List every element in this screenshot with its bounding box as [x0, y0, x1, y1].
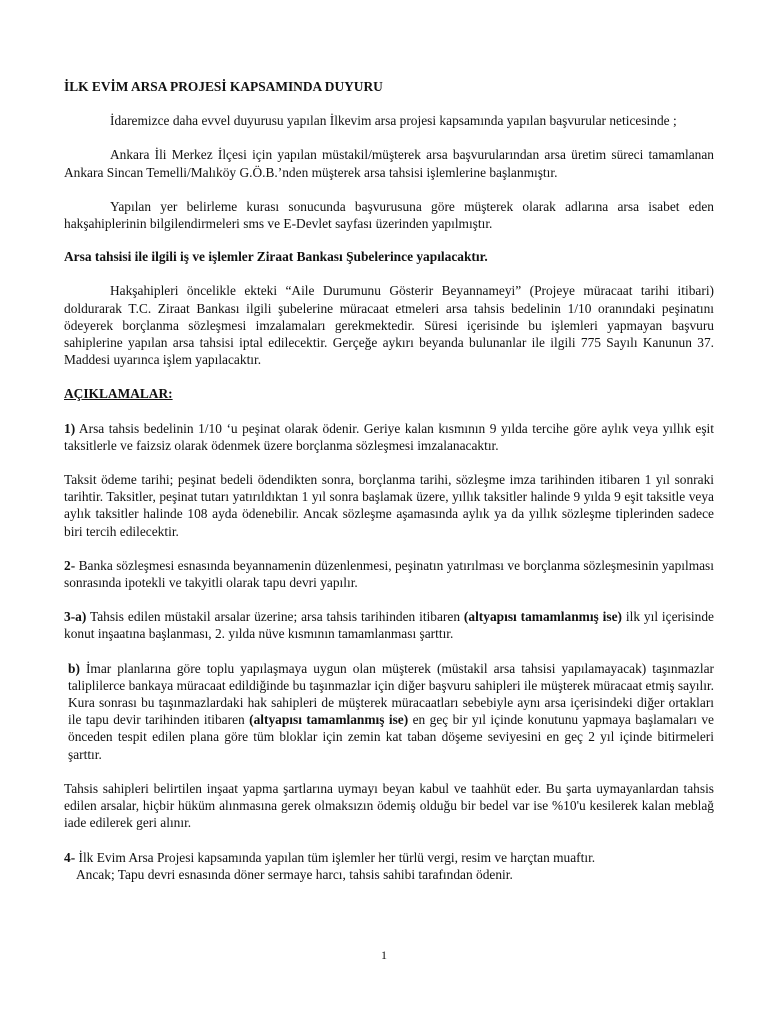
item-3a-emphasis: (altyapısı tamamlanmış ise): [463, 609, 622, 625]
item-3b: [64, 660, 714, 763]
document-title: İLK EVİM ARSA PROJESİ KAPSAMINDA DUYURU: [64, 79, 383, 94]
item-3a-text-end: ilk yıl içerisinde konut inşaatına başlanması, 2. yılda nüve kısmının tamamlanması şarttır.: [64, 609, 714, 642]
item-4-label: 4-: [64, 849, 76, 865]
paragraph-lottery: Yapılan yer belirleme kurası sonucunda başvurusuna göre müşterek olarak adlarına arsa isabet eden hakşahiplerinin bilgilendirmeleri sms ve E-Devlet sayfası üzerinden yapılmıştır.: [64, 198, 714, 232]
item-1: [64, 420, 714, 454]
item-3b-emphasis: (altyapısı tamamlanmış ise): [249, 712, 409, 728]
item-4-text: İlk Evim Arsa Projesi kapsamında yapılan tüm işlemler her türlü vergi, resim ve harçtan muaftır.: [75, 849, 596, 865]
item-1-text: Arsa tahsis bedelinin 1/10 ‘u peşinat olarak ödenir. Geriye kalan kısmının 9 yılda tercihe göre aylık veya yıllık eşit taksitlerle ve faizsiz olarak ödenmek üzere borçlanma sözleşmesi imzalanacaktır.: [64, 420, 714, 453]
intro-paragraph: İdaremizce daha evvel duyurusu yapılan İlkevim arsa projesi kapsamında yapılan başvurular neticesinde ;: [110, 113, 677, 129]
item-2-label: 2-: [64, 557, 76, 573]
item-1-label: 1): [64, 420, 76, 436]
item-4: [64, 849, 714, 866]
section-heading: AÇIKLAMALAR:: [64, 386, 173, 402]
paragraph-installment: Taksit ödeme tarihi; peşinat bedeli ödendikten sonra, borçlanma tarihi, sözleşme imza tarihinden itibaren 1 yıl sonraki tarihtir. Taksitler, peşinat tutarı yatırıldıktan 1 yıl sonra başlamak üzere, yıllık taksitler halinde 9 yılda 9 eşit taksitle veya aylık taksitler halinde 108 ayda ödenebilir. Ancak sözleşme aşamasında aylık ya da yıllık sözleşme tiplerinden sadece biri tercih edilecektir.: [64, 472, 714, 539]
item-3a-label: 3-a): [64, 609, 87, 625]
paragraph-allocation-terms: Tahsis sahipleri belirtilen inşaat yapma şartlarına uymayı beyan kabul ve taahhüt eder. Bu şarta uymayanlardan tahsis edilen arsalar, hiçbir hüküm alınmasına gerek olmaksızın ödemiş olduğu bir bedel var ise %10'u kesilerek kalan meblağ iade edilerek geri alınır.: [64, 780, 714, 831]
item-3b-label: b): [68, 660, 80, 676]
item-2-text: Banka sözleşmesi esnasında beyannamenin düzenlenmesi, peşinatın yatırılması ve borçlanma sözleşmesinin yapılması sonrasında ipotekli ve takyitli olarak tapu devri yapılır.: [64, 557, 714, 591]
item-3a-text: Tahsis edilen müstakil arsalar üzerine; arsa tahsis tarihinden itibaren: [86, 609, 464, 625]
item-2: [64, 557, 714, 591]
paragraph-application-area: Ankara İli Merkez İlçesi için yapılan müstakil/müşterek arsa başvurularından arsa üretim süreci tamamlanan Ankara Sincan Temelli/Malıköy G.Ö.B.’nden müşterek arsa tahsisi işlemlerine başlanmıştır.: [64, 147, 714, 180]
bank-notice: Arsa tahsisi ile ilgili iş ve işlemler Ziraat Bankası Şubelerince yapılacaktır.: [64, 249, 488, 265]
item-3a: [64, 608, 714, 642]
page-number: 1: [381, 948, 387, 962]
paragraph-beneficiaries: Hakşahipleri öncelikle ekteki “Aile Durumunu Gösterir Beyannameyi” (Projeye müracaat tarihi itibari) doldurarak T.C. Ziraat Bankası ilgili şubelerine müracaat etmeleri arsa tahsis bedelinin 1/10 oranındaki peşinatını ödeyerek borçlanma sözleşmesi imzalamaları gerekmektedir. Süresi içerisinde bu işlemleri yapmayan başvuru sahiplerine yapılan arsa tahsisi iptal edilecektir. Gerçeğe aykırı beyanda bulunanlar ile ilgili 775 Sayılı Kanunun 37. Maddesi uyarınca işlem yapılacaktır.: [64, 283, 714, 368]
document-body: [64, 78, 714, 883]
item-3b-text: İmar planlarına göre toplu yapılaşmaya uygun olan müşterek (müstakil arsa tahsisi yapılamayacak) taşınmazlar taliplilerce bankaya müracaat edildiğinde bu taşınmazlar için diğer başvuru sahipleri ile müşterek müracaat etmiş sayılır. Kura sonrası bu taşınmazlardaki hak sahipleri de müşterek müracaatları sebebiyle aynı arsa içerisindeki diğer ortakları ile tapu devir tarihinden itibaren: [68, 660, 714, 728]
item-4-note: Ancak; Tapu devri esnasında döner sermaye harcı, tahsis sahibi tarafından ödenir.: [76, 866, 513, 882]
item-3b-text-end: en geç bir yıl içinde konutunu yapmaya başlamaları ve önceden tespit edilen plana göre tüm bloklar için zemin kat taban döşeme seviyesini en geç 2 yıl içinde bitirmeleri şarttır.: [68, 712, 714, 762]
